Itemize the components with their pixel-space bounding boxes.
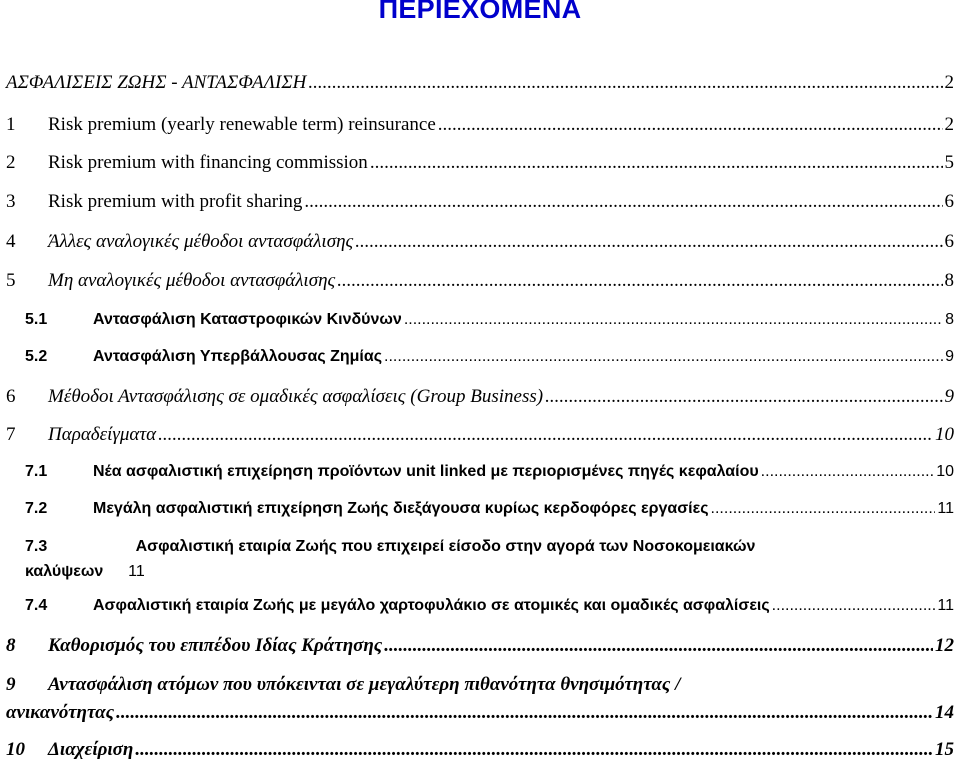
toc-entry-number: 1 [6,114,16,135]
toc-entry-9[interactable] [6,424,954,446]
toc-entry-11[interactable] [25,500,954,518]
toc-leader-dots [304,191,942,213]
toc-leader-dots [404,311,943,329]
toc-entry-2[interactable] [6,152,954,174]
toc-page-number: 5 [944,152,954,173]
toc-entry-8[interactable] [6,386,954,408]
toc-page-number: 6 [944,191,954,212]
toc-entry-15[interactable] [6,674,680,696]
toc-entry-text: Risk premium with profit sharing [48,191,303,212]
toc-page-number: 15 [935,739,954,760]
toc-page-number: 10 [936,463,954,480]
toc-leader-dots [308,72,942,94]
toc-entry-text: Νέα ασφαλιστική επιχείρηση προϊόντων unit linked με περιορισμένες πηγές κεφαλαίου [93,463,759,480]
toc-entry-number: 6 [6,386,16,407]
toc-page-number: 11 [128,563,145,580]
toc-entry-text: Ασφαλιστική εταιρία Ζωής με μεγάλο χαρτοφυλάκιο σε ατομικές και ομαδικές ασφαλίσεις [93,597,770,614]
toc-page-number: 10 [935,424,954,445]
toc-page-number: 6 [944,231,954,252]
toc-entry-3[interactable] [6,191,954,213]
toc-page-number: 9 [945,348,954,365]
toc-page-number: 8 [944,270,954,291]
toc-entry-10[interactable] [25,463,954,481]
toc-entry-number: 4 [6,231,16,252]
toc-page-number: 2 [944,114,954,135]
toc-leader-dots [761,463,935,481]
toc-entry-number: 7.2 [25,500,48,517]
toc-entry-text: Ασφαλιστική εταιρία Ζωής που επιχειρεί είσοδο στην αγορά των Νοσοκομειακών [135,538,756,555]
toc-entry-text: καλύψεων [25,563,104,580]
toc-entry-text: Διαχείριση [48,739,134,760]
toc-entry-5[interactable] [6,270,954,292]
toc-page-number: 11 [937,500,954,517]
toc-entry-number: 9 [6,674,16,695]
toc-entry-number: 2 [6,152,16,173]
toc-entry-number: 3 [6,191,16,212]
toc-entry-number: 7 [6,424,16,445]
toc-entry-text: Risk premium (yearly renewable term) reinsurance [48,114,436,135]
toc-leader-dots [337,270,942,292]
toc-entry-12-continued[interactable] [25,563,145,581]
toc-entry-number: 5.1 [25,311,48,328]
toc-entry-number: 10 [6,739,25,760]
toc-entry-7[interactable] [25,348,954,366]
toc-entry-number: 7.1 [25,463,48,480]
toc-entry-number: 8 [6,635,16,656]
toc-entry-text: ανικανότητας [6,702,115,723]
toc-leader-dots [355,231,942,253]
toc-entry-text: Καθορισμός του επιπέδου Ιδίας Κράτησης [48,635,383,656]
toc-page-number: 12 [935,635,954,656]
toc-page-number: 8 [945,311,954,328]
toc-leader-dots [384,348,943,366]
toc-entry-15-continued[interactable] [6,702,954,724]
toc-leader-dots [711,500,936,518]
toc-entry-6[interactable] [25,311,954,329]
toc-entry-text: Risk premium with financing commission [48,152,368,173]
toc-entry-0[interactable] [6,72,954,94]
toc-leader-dots [370,152,943,174]
toc-entry-number: 7.4 [25,597,48,614]
toc-entry-4[interactable] [6,231,954,253]
toc-entry-13[interactable] [25,597,954,615]
toc-entry-text: Μη αναλογικές μέθοδοι αντασφάλισης [48,270,336,291]
toc-entry-number: 5 [6,270,16,291]
toc-page-number: 14 [935,702,954,723]
toc-entry-1[interactable] [6,114,954,136]
toc-entry-text: Παραδείγματα [48,424,157,445]
toc-leader-dots [438,114,943,136]
toc-entry-text: Αντασφάλιση Καταστροφικών Κινδύνων [93,311,402,328]
page-title: ΠΕΡΙΕΧΟΜΕΝΑ [378,0,582,24]
toc-entry-number: 7.3 [25,538,48,555]
toc-entry-12[interactable] [25,538,755,556]
toc-entry-14[interactable] [6,635,954,657]
toc-leader-dots [158,424,933,446]
toc-leader-dots [384,635,933,657]
toc-entry-text: Αντασφάλιση ατόμων που υπόκεινται σε μεγαλύτερη πιθανότητα θνησιμότητας / [48,674,681,695]
toc-entry-text: Άλλες αναλογικές μέθοδοι αντασφάλισης [48,231,354,252]
toc-page-number: 11 [937,597,954,614]
toc-entry-text: ΑΣΦΑΛΙΣΕΙΣ ΖΩΗΣ - ΑΝΤΑΣΦΑΛΙΣΗ [6,72,307,93]
toc-entry-16[interactable] [6,739,954,761]
toc-leader-dots [116,702,933,724]
toc-leader-dots [772,597,936,615]
toc-entry-text: Μέθοδοι Αντασφάλισης σε ομαδικές ασφαλίσεις (Group Business) [48,386,544,407]
toc-leader-dots [135,739,933,761]
toc-leader-dots [545,386,942,408]
toc-page-number: 2 [944,72,954,93]
toc-entry-number: 5.2 [25,348,48,365]
toc-page-number: 9 [944,386,954,407]
toc-entry-text: Μεγάλη ασφαλιστική επιχείρηση Ζωής διεξάγουσα κυρίως κερδοφόρες εργασίες [93,500,709,517]
toc-entry-text: Αντασφάλιση Υπερβάλλουσας Ζημίας [93,348,383,365]
